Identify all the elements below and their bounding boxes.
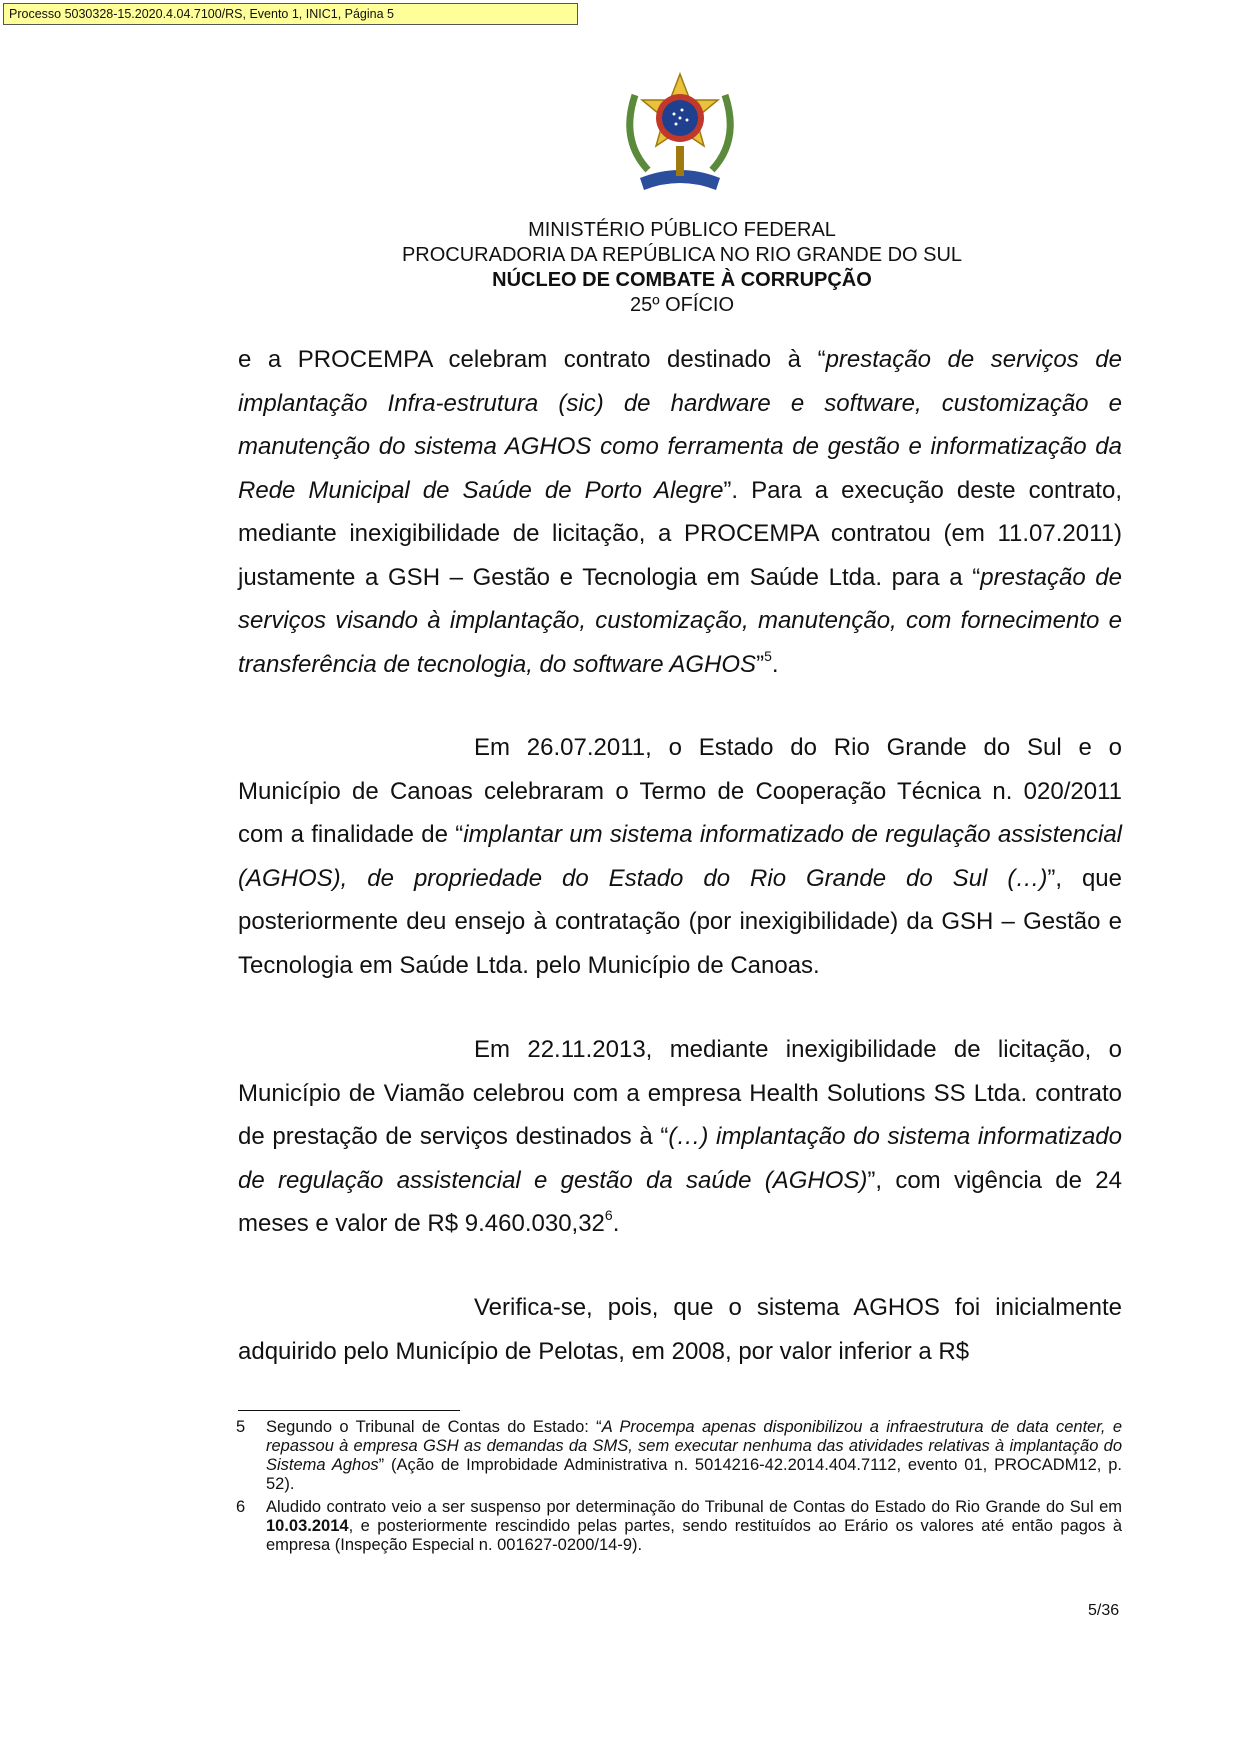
footnote-text: [266, 1498, 1122, 1555]
p1-quote-gsh-services: prestação de serviços visando à implantação, customização, manutenção, com fornecimento e transferência de tecnologia, do software AGHOS: [238, 563, 1122, 678]
footnote-number: 6: [236, 1498, 246, 1516]
fn6-date: 10.03.2014: [266, 1517, 349, 1535]
fn5-text-c: ” (Ação de Improbidade Administrativa n. 5014216-42.2014.404.7112, evento 01, PROCADM12, p. 52).: [266, 1456, 1122, 1493]
footnote-ref-5[interactable]: 5: [764, 647, 772, 664]
footnote-number: 5: [236, 1418, 246, 1436]
header-procuradoria: PROCURADORIA DA REPÚBLICA NO RIO GRANDE DO SUL: [401, 244, 963, 266]
header-oficio: 25º OFÍCIO: [630, 294, 734, 316]
p3-period: .: [612, 1210, 620, 1237]
p1-text-c: ”. Para a execução deste contrato, mediante inexigibilidade de licitação, a PROCEMPA contratou (em 11.07.2011) justamente a GSH – Gestão e Tecnologia em Saúde Ltda. para a “: [238, 476, 1122, 591]
p1-close-quote: ”: [756, 650, 765, 678]
coat-of-arms-seal: [610, 70, 750, 205]
page-number: 5/36: [1088, 1602, 1120, 1619]
p1-quote-procempa-contract: prestação de serviços de implantação Infra-estrutura (sic) de hardware e software, customização e manutenção do sistema AGHOS como ferramenta de gestão e informatização da Rede Municipal de Saúde de Porto Alegre: [238, 346, 1123, 504]
fn5-quote: A Procempa apenas disponibilizou a infraestrutura de data center, e repassou à empresa GSH as demandas da SMS, sem executar nenhuma das atividades relativas à implantação do Sistema Aghos: [266, 1418, 1122, 1474]
fn5-text-a: Segundo o Tribunal de Contas do Estado: “: [266, 1418, 602, 1436]
fn6-text-a: Aludido contrato veio a ser suspenso por determinação do Tribunal de Contas do Estado do Rio Grande do Sul em: [266, 1498, 1122, 1516]
p3-text-c: ”, com vigência de 24 meses e valor de R$ 9.460.030,32: [238, 1166, 1122, 1237]
p2-text-a: Em 26.07.2011, o Estado do Rio Grande do Sul e o Município de Canoas celebraram o Termo de Cooperação Técnica n. 020/2011 com a finalidade de “: [238, 734, 1122, 848]
p1-text-a: e a PROCEMPA celebram contrato destinado à “: [238, 346, 826, 373]
paragraph-4: [238, 1286, 1122, 1373]
p1-period: .: [771, 650, 779, 678]
footnote-5: [236, 1418, 1122, 1494]
footnote-divider: [238, 1410, 460, 1411]
p4-text: Verifica-se, pois, que o sistema AGHOS foi inicialmente adquirido pelo Município de Pelotas, em 2008, por valor inferior a R$: [238, 1294, 1122, 1365]
p2-quote-cooperation: implantar um sistema informatizado de regulação assistencial (AGHOS), de propriedade do Estado do Rio Grande do Sul (…): [238, 821, 1123, 892]
footnotes: [236, 1418, 1122, 1559]
paragraph-3: [238, 1028, 1122, 1246]
footnote-6: [236, 1498, 1122, 1555]
document-header: [0, 218, 1240, 318]
paragraph-2: [238, 726, 1122, 987]
footnote-text: [266, 1418, 1122, 1494]
process-stamp: Processo 5030328-15.2020.4.04.7100/RS, Evento 1, INIC1, Página 5: [3, 3, 578, 25]
p3-text-a: Em 22.11.2013, mediante inexigibilidade de licitação, o Município de Viamão celebrou com a empresa Health Solutions SS Ltda. contrato de prestação de serviços destinados à “: [238, 1036, 1122, 1150]
p3-quote-viamao: (…) implantação do sistema informatizado de regulação assistencial e gestão da saúde (AGHOS): [238, 1123, 1122, 1194]
paragraph-1: [238, 338, 1122, 686]
fn6-text-c: , e posteriormente rescindido pelas partes, sendo restituídos ao Erário os valores até então pagos à empresa (Inspeção Especial n. 001627-0200/14-9).: [266, 1517, 1122, 1554]
footnote-ref-6[interactable]: 6: [604, 1207, 613, 1223]
p2-text-c: ”, que posteriormente deu ensejo à contratação (por inexigibilidade) da GSH – Gestão e Tecnologia em Saúde Ltda. pelo Município de Canoas.: [238, 864, 1122, 979]
header-ministry: MINISTÉRIO PÚBLICO FEDERAL: [528, 219, 836, 241]
header-nucleo: NÚCLEO DE COMBATE À CORRUPÇÃO: [492, 269, 872, 291]
